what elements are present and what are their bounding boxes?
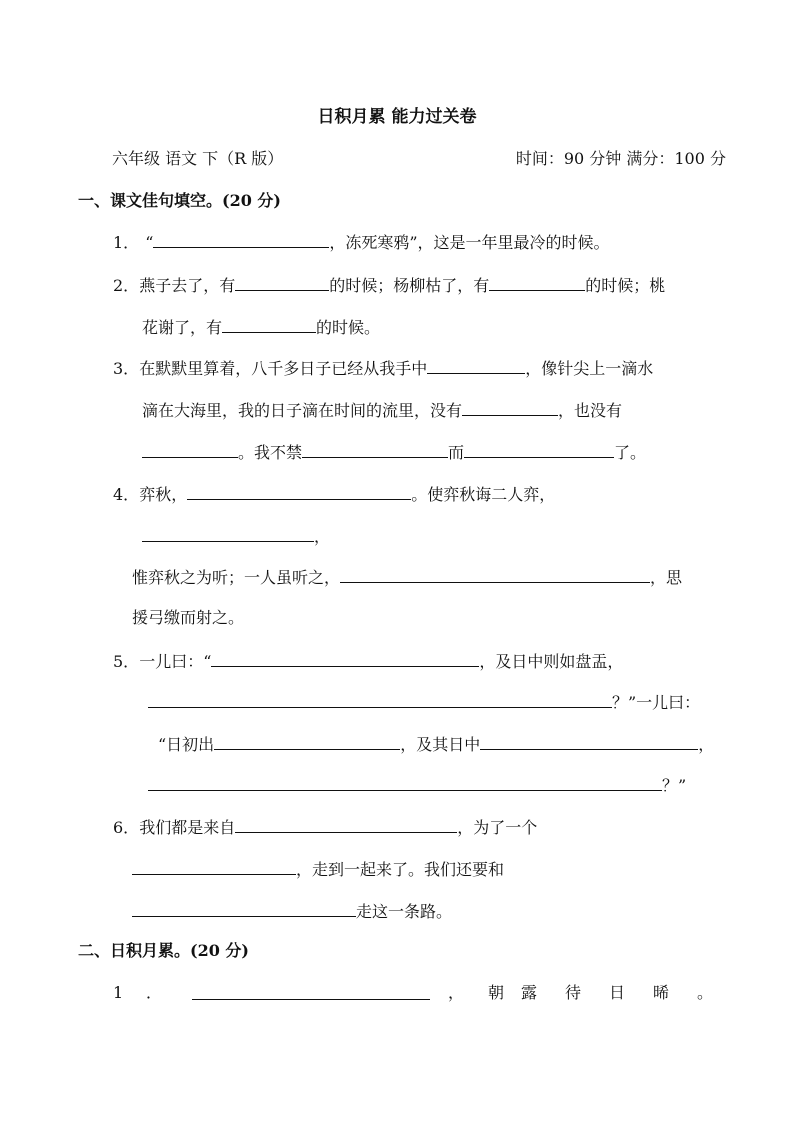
char: 晞 (653, 983, 670, 1002)
question-6-line-3 (132, 899, 452, 923)
question-4-line-1 (113, 482, 555, 506)
question-text: ？” (662, 776, 687, 795)
char: 。 (697, 983, 714, 1002)
answer-blank[interactable] (340, 565, 650, 583)
page-title: 日积月累 能力过关卷 (317, 107, 477, 127)
section-2-question-1-comma: ， (448, 983, 465, 1002)
section-2-question-1-text (488, 982, 717, 1004)
char: 日 (609, 983, 626, 1002)
question-number: 6． (113, 818, 140, 837)
answer-blank[interactable] (211, 649, 479, 667)
answer-blank[interactable] (214, 732, 400, 750)
question-1 (113, 230, 610, 254)
char: 待 (565, 983, 582, 1002)
question-text: ，及日中则如盘盂， (479, 652, 624, 671)
time-score-info: 时间：90 分钟 满分：100 分 (515, 149, 726, 168)
question-text: 援弓缴而射之。 (132, 608, 245, 627)
question-text: 滴在大海里，我的日子滴在时间的流里，没有 (142, 401, 463, 420)
answer-blank[interactable] (142, 524, 314, 542)
question-2-line-2 (142, 315, 380, 339)
answer-blank[interactable] (222, 315, 316, 333)
question-text: 的时候；桃 (585, 276, 666, 295)
section-2-question-1-dot: ． (146, 983, 163, 1002)
char: 朝 (488, 983, 505, 1002)
answer-blank[interactable] (132, 899, 356, 917)
answer-blank[interactable] (480, 732, 698, 750)
answer-blank[interactable] (427, 356, 525, 374)
question-text: ，及其日中 (400, 735, 481, 754)
answer-blank[interactable] (148, 690, 612, 708)
question-text: ？”一儿曰： (612, 693, 701, 712)
question-3-line-1 (113, 356, 653, 380)
question-5-line-1 (113, 649, 623, 673)
section-2-heading: 二、日积月累。(20 分) (78, 941, 249, 960)
question-text: ， (698, 735, 715, 754)
answer-blank[interactable] (187, 482, 411, 500)
answer-blank[interactable] (132, 857, 296, 875)
question-number: 3． (113, 359, 140, 378)
section-1-heading: 一、课文佳句填空。(20 分) (78, 191, 281, 210)
question-text: ，冻死寒鸦”，这是一年里最冷的时候。 (329, 233, 610, 252)
question-text: 。我不禁 (238, 443, 303, 462)
question-6-line-1 (113, 815, 537, 839)
answer-blank[interactable] (302, 440, 448, 458)
section-2-question-1-number: 1 (113, 983, 124, 1002)
question-text: 了。 (614, 443, 647, 462)
answer-blank[interactable] (148, 773, 662, 791)
question-number: 4． (113, 485, 140, 504)
question-4-line-2 (142, 524, 330, 548)
question-6-line-2 (132, 857, 504, 881)
question-text: 我们都是来自 (139, 818, 236, 837)
question-text: 。使弈秋诲二人弈， (411, 485, 556, 504)
section-2-question-1-line (192, 982, 430, 1006)
question-3-line-2 (142, 398, 622, 422)
question-4-line-3 (132, 565, 682, 589)
question-number: 1． (113, 233, 140, 252)
question-5-line-2 (148, 690, 700, 714)
question-text: ， (314, 527, 331, 546)
question-text: ，像针尖上一滴水 (525, 359, 654, 378)
question-text: 在默默里算着，八千多日子已经从我手中 (139, 359, 428, 378)
question-2-line-1 (113, 273, 665, 297)
question-text: 花谢了，有 (142, 318, 223, 337)
question-text: 弈秋， (139, 485, 188, 504)
question-text: 燕子去了，有 (139, 276, 236, 295)
question-text: 的时候；杨柳枯了，有 (329, 276, 490, 295)
question-text: 惟弈秋之为听；一人虽听之， (132, 568, 341, 587)
answer-blank[interactable] (489, 273, 585, 291)
question-text: “ (145, 233, 154, 252)
question-4-line-4 (132, 607, 244, 629)
question-text: 走这一条路。 (356, 902, 453, 921)
question-5-line-3 (158, 732, 714, 756)
question-5-line-4 (148, 773, 686, 797)
question-3-line-3 (142, 440, 646, 464)
answer-blank[interactable] (235, 815, 457, 833)
question-text: ，也没有 (558, 401, 623, 420)
answer-blank[interactable] (142, 440, 238, 458)
answer-blank[interactable] (153, 230, 329, 248)
question-text: ，思 (650, 568, 683, 587)
question-text: 一儿曰：“ (139, 652, 212, 671)
question-text: “日初出 (158, 735, 215, 754)
question-text: 的时候。 (316, 318, 381, 337)
char: 露 (521, 983, 538, 1002)
question-number: 5． (113, 652, 140, 671)
question-text: ，为了一个 (457, 818, 538, 837)
answer-blank[interactable] (462, 398, 558, 416)
grade-subject-info: 六年级 语文 下（R 版） (112, 149, 284, 168)
question-text: 而 (448, 443, 465, 462)
answer-blank[interactable] (192, 982, 430, 1000)
question-text: ，走到一起来了。我们还要和 (296, 860, 505, 879)
answer-blank[interactable] (464, 440, 614, 458)
answer-blank[interactable] (235, 273, 329, 291)
question-number: 2． (113, 276, 140, 295)
